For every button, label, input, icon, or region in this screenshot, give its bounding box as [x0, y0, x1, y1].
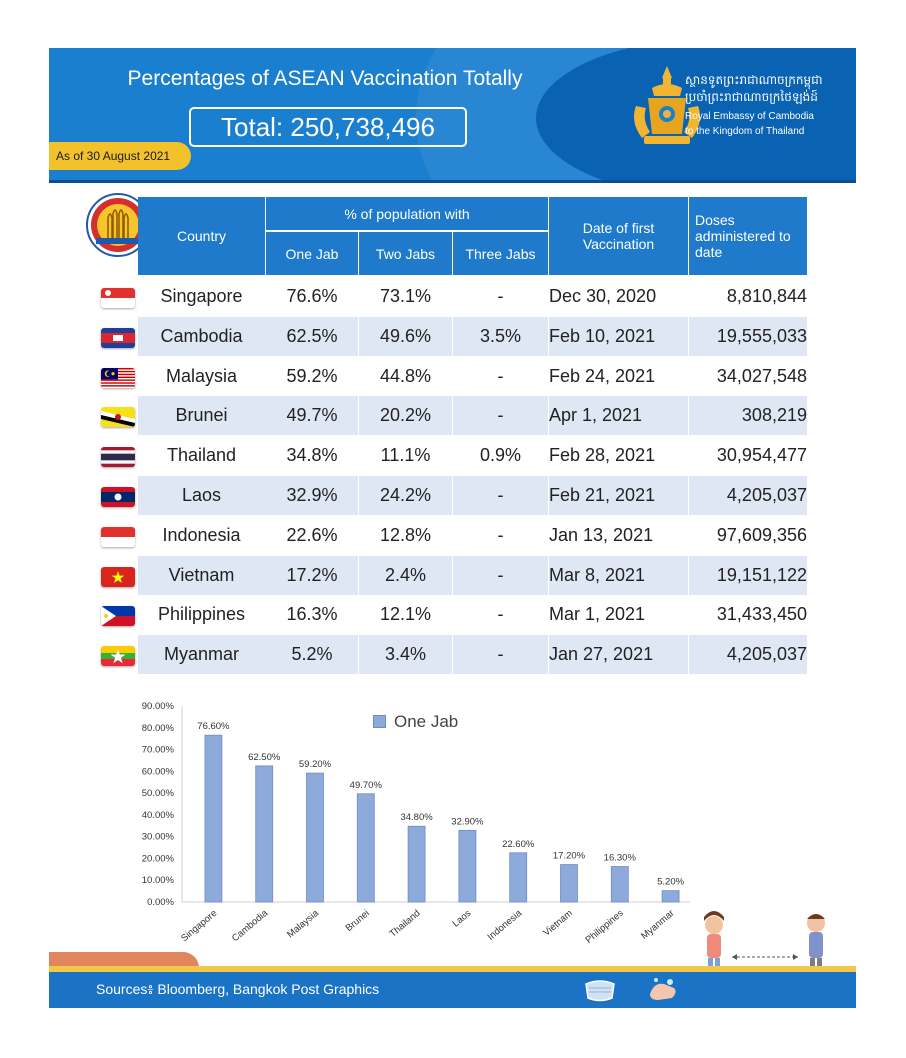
x-tick-label: Indonesia — [485, 907, 525, 943]
cell-first-date: Mar 8, 2021 — [549, 564, 646, 585]
bar-brunei — [357, 794, 374, 902]
col-header-first-date: Date of first Vaccination — [549, 197, 688, 275]
x-tick-label: Singapore — [179, 907, 220, 945]
col-header-two-jabs: Two Jabs — [359, 230, 452, 275]
cell-country: Malaysia — [165, 365, 238, 386]
cell-two-jabs: 12.8% — [379, 524, 432, 545]
cell-doses: 19,151,122 — [716, 564, 807, 585]
y-tick-label: 80.00% — [141, 722, 174, 734]
cell-three-jabs: - — [497, 365, 504, 386]
y-tick-label: 70.00% — [141, 744, 174, 756]
cell-doses: 4,205,037 — [726, 485, 807, 505]
cell-country: Indonesia — [162, 524, 241, 545]
indonesia-flag-icon — [101, 527, 135, 547]
cell-three-jabs: - — [497, 286, 504, 306]
bar-thailand — [408, 826, 425, 902]
y-tick-label: 60.00% — [141, 766, 174, 778]
data-label: 62.50% — [248, 751, 281, 763]
cell-country: Laos — [181, 485, 222, 505]
cell-country: Thailand — [166, 445, 237, 466]
philippines-flag-icon — [101, 606, 135, 626]
cell-two-jabs: 3.4% — [384, 644, 427, 665]
table-row — [49, 516, 807, 556]
cell-doses: 30,954,477 — [716, 445, 807, 466]
embassy-name-english: Royal Embassy of Cambodia to the Kingdom of Thailand — [685, 111, 814, 137]
cell-three-jabs: - — [497, 405, 504, 426]
y-tick-label: 90.00% — [141, 701, 174, 712]
cell-two-jabs: 24.2% — [379, 485, 432, 505]
cell-country: Philippines — [157, 604, 246, 625]
total-vaccinations: Total: 250,738,496 — [189, 107, 467, 147]
legend-label: One Jab — [394, 712, 459, 731]
data-label: 32.90% — [451, 816, 484, 828]
table-row — [49, 595, 807, 635]
cell-one-jab: 59.2% — [286, 365, 338, 386]
bar-myanmar — [662, 891, 679, 902]
cell-one-jab: 62.5% — [286, 325, 338, 346]
cell-two-jabs: 44.8% — [379, 365, 432, 386]
col-header-one-jab: One Jab — [266, 230, 358, 275]
cell-first-date: Feb 24, 2021 — [549, 365, 656, 386]
col-header-country: Country — [138, 197, 265, 275]
cell-three-jabs: - — [497, 644, 504, 665]
myanmar-flag-icon — [101, 646, 135, 666]
cell-one-jab: 34.8% — [286, 445, 338, 466]
cell-one-jab: 17.2% — [286, 564, 338, 585]
table-row — [49, 317, 807, 357]
table-row — [49, 436, 807, 476]
cell-doses: 19,555,033 — [716, 325, 807, 346]
data-label: 49.70% — [349, 779, 382, 791]
x-tick-label: Thailand — [387, 907, 423, 940]
y-tick-label: 20.00% — [141, 853, 174, 865]
cell-two-jabs: 2.4% — [384, 564, 427, 585]
face-mask-icon — [580, 976, 620, 1004]
data-label: 34.80% — [400, 812, 433, 824]
table-row — [49, 357, 807, 397]
hand-wash-icon — [646, 974, 680, 1004]
laos-flag-icon — [101, 487, 135, 507]
cell-one-jab: 22.6% — [286, 524, 338, 545]
embassy-name-khmer: ស្ថានទូតព្រះរាជាណាចក្រកម្ពុជា ប្រចាំព្រះរាជាណាចក្រថៃឡង់ដ៍ — [685, 73, 823, 104]
bar-singapore — [205, 735, 222, 902]
cell-first-date: Mar 1, 2021 — [549, 604, 646, 625]
cell-first-date: Dec 30, 2020 — [549, 286, 657, 306]
col-header-doses: Doses administered to date — [689, 197, 807, 275]
cell-one-jab: 32.9% — [286, 485, 338, 505]
y-tick-label: 40.00% — [141, 809, 174, 821]
singapore-flag-icon — [101, 288, 135, 308]
data-label: 59.20% — [298, 759, 332, 771]
one-jab-bar-chart — [120, 690, 720, 958]
cell-one-jab: 5.2% — [291, 644, 333, 665]
bar-indonesia — [510, 853, 527, 902]
cell-three-jabs: - — [497, 524, 504, 545]
y-tick-label: 0.00% — [147, 897, 174, 908]
data-label: 16.30% — [603, 852, 636, 864]
cell-two-jabs: 12.1% — [379, 604, 432, 625]
cell-one-jab: 16.3% — [286, 604, 338, 625]
table-row — [49, 556, 807, 596]
cell-two-jabs: 49.6% — [379, 325, 432, 346]
x-tick-label: Cambodia — [229, 907, 271, 945]
cell-doses: 308,219 — [741, 405, 807, 426]
cell-country: Cambodia — [160, 325, 243, 346]
y-tick-label: 50.00% — [141, 788, 174, 800]
bar-laos — [459, 830, 476, 902]
cell-three-jabs: - — [497, 564, 504, 585]
data-label: 17.20% — [552, 850, 586, 862]
cell-one-jab: 76.6% — [286, 286, 338, 306]
cell-country: Brunei — [175, 405, 228, 426]
as-of-date-badge: As of 30 August 2021 — [49, 142, 191, 170]
table-row — [49, 635, 807, 675]
cell-two-jabs: 73.1% — [379, 286, 432, 306]
cell-one-jab: 49.7% — [286, 405, 338, 426]
cambodia-flag-icon — [101, 328, 135, 348]
brunei-flag-icon — [101, 407, 135, 427]
malaysia-flag-icon — [101, 368, 135, 388]
x-tick-label: Malaysia — [285, 907, 321, 941]
y-tick-label: 30.00% — [141, 831, 174, 843]
data-label: 76.60% — [197, 721, 230, 733]
cell-three-jabs: - — [497, 604, 504, 625]
x-tick-label: Laos — [450, 907, 474, 930]
cell-doses: 97,609,356 — [716, 524, 807, 545]
sources-text: Sources៖ Bloomberg, Bangkok Post Graphics — [96, 981, 380, 997]
data-label: 22.60% — [502, 838, 535, 850]
col-header-pct-group: % of population with — [266, 197, 548, 230]
cell-doses: 8,810,844 — [726, 286, 807, 306]
thailand-flag-icon — [101, 447, 135, 467]
x-tick-label: Vietnam — [541, 907, 575, 939]
cell-doses: 31,433,450 — [716, 604, 807, 625]
cell-doses: 4,205,037 — [726, 644, 807, 665]
x-tick-label: Brunei — [343, 907, 372, 934]
bar-cambodia — [256, 766, 273, 902]
cell-two-jabs: 11.1% — [380, 445, 431, 466]
vietnam-flag-icon — [101, 567, 135, 587]
bar-malaysia — [307, 773, 324, 902]
col-header-three-jabs: Three Jabs — [453, 230, 548, 275]
cell-country: Myanmar — [163, 644, 239, 665]
table-row — [49, 396, 807, 436]
data-label: 5.20% — [657, 876, 685, 888]
y-tick-label: 10.00% — [141, 875, 174, 887]
cell-first-date: Apr 1, 2021 — [549, 405, 643, 426]
cell-three-jabs: 3.5% — [479, 325, 522, 346]
cell-two-jabs: 20.2% — [379, 405, 432, 426]
cell-three-jabs: 0.9% — [479, 445, 522, 466]
bar-vietnam — [561, 865, 578, 902]
cell-country: Singapore — [160, 286, 243, 306]
cell-country: Vietnam — [168, 564, 235, 585]
x-tick-label: Philippines — [583, 907, 626, 946]
table-row — [49, 277, 807, 317]
bar-philippines — [611, 867, 628, 902]
table-row — [49, 476, 807, 516]
cell-first-date: Feb 28, 2021 — [549, 445, 656, 466]
cell-doses: 34,027,548 — [716, 365, 807, 386]
cell-first-date: Jan 27, 2021 — [549, 644, 654, 665]
cell-first-date: Feb 10, 2021 — [549, 325, 656, 346]
cell-three-jabs: - — [497, 485, 504, 505]
x-tick-label: Myanmar — [639, 907, 677, 942]
page-title: Percentages of ASEAN Vaccination Totally — [127, 67, 523, 90]
cell-first-date: Feb 21, 2021 — [549, 485, 656, 505]
cell-first-date: Jan 13, 2021 — [549, 524, 654, 545]
